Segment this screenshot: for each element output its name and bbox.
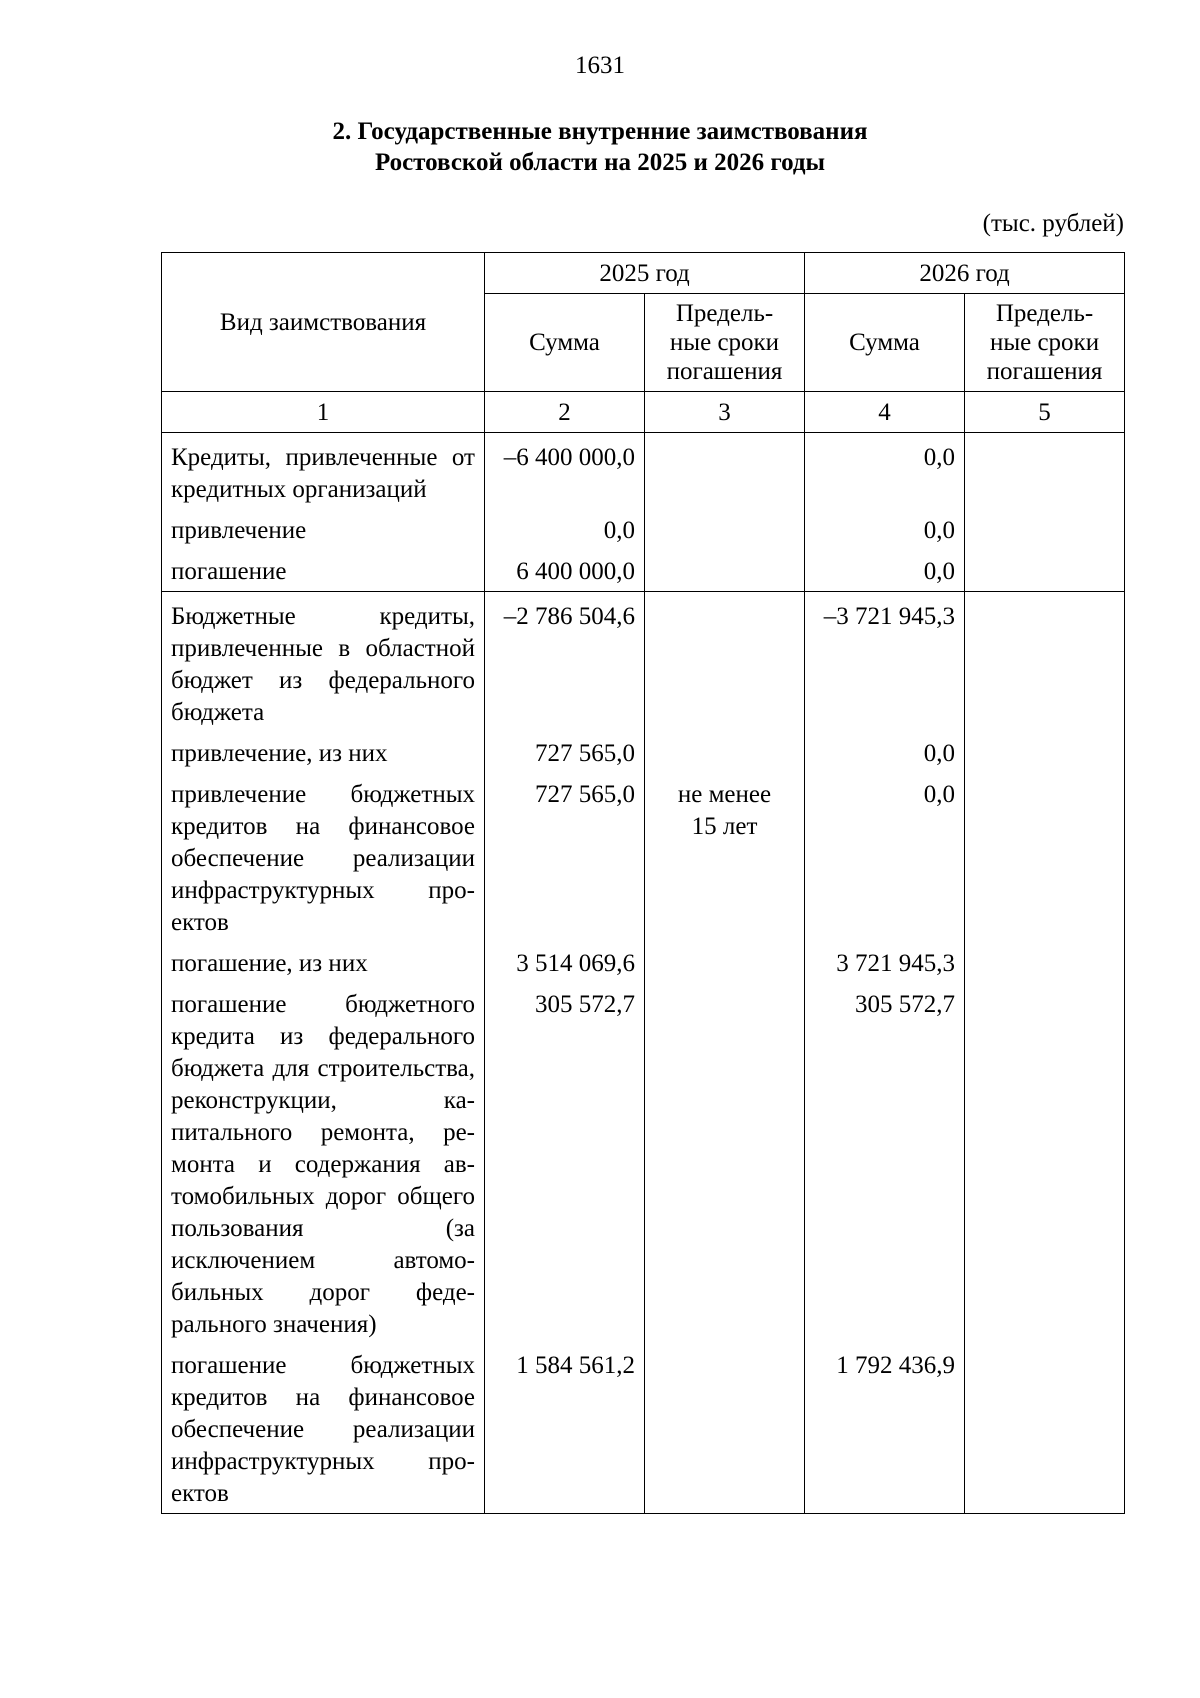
title-line-2: Ростовской области на 2025 и 2026 годы xyxy=(374,149,826,176)
header-sum-2025: Сумма xyxy=(485,294,645,392)
document-title xyxy=(0,116,1200,178)
borrowing-type: погашение бюджетных кредитов на финансовое обеспечение реализации инфраструктурных проектов xyxy=(162,1341,485,1514)
col-number: 4 xyxy=(805,392,965,433)
header-year-2026: 2026 год xyxy=(805,253,1125,294)
borrowing-type: привлечение бюджетных кредитов на финансовое обеспечение реализации инфраструктурных проектов xyxy=(162,770,485,939)
period-2025 xyxy=(645,1341,805,1514)
col-number: 3 xyxy=(645,392,805,433)
period-2026 xyxy=(965,506,1125,547)
col-number: 1 xyxy=(162,392,485,433)
table-row xyxy=(162,939,1125,980)
period-2025 xyxy=(645,939,805,980)
period-2026 xyxy=(965,939,1125,980)
period-2025 xyxy=(645,433,805,507)
sum-2026: 0,0 xyxy=(805,770,965,939)
title-line-1: 2. Государственные внутренние заимствования xyxy=(332,118,868,145)
period-2026 xyxy=(965,592,1125,730)
table-row xyxy=(162,1341,1125,1514)
period-2025 xyxy=(645,592,805,730)
borrowing-type: погашение бюджетного кредита из федерального бюджета для строительства, реконструкции, капитального ремонта, ремонта и содержания автомобильных дорог общего пользования (за исключением автомобильных дорог федерального значения) xyxy=(162,980,485,1341)
sum-2026: 3 721 945,3 xyxy=(805,939,965,980)
sum-2025: 6 400 000,0 xyxy=(485,547,645,592)
sum-2026: 0,0 xyxy=(805,433,965,507)
sum-2026: 1 792 436,9 xyxy=(805,1341,965,1514)
period-2026 xyxy=(965,770,1125,939)
sum-2026: 0,0 xyxy=(805,729,965,770)
borrowing-type: погашение, из них xyxy=(162,939,485,980)
period-2025 xyxy=(645,729,805,770)
header-sum-2026: Сумма xyxy=(805,294,965,392)
borrowing-type: привлечение, из них xyxy=(162,729,485,770)
header-year-2025: 2025 год xyxy=(485,253,805,294)
sum-2025: 305 572,7 xyxy=(485,980,645,1341)
borrowing-type: погашение xyxy=(162,547,485,592)
period-2025 xyxy=(645,506,805,547)
period-2025 xyxy=(645,980,805,1341)
col-number: 5 xyxy=(965,392,1125,433)
header-period-2026 xyxy=(965,294,1125,392)
period-2026 xyxy=(965,980,1125,1341)
period-2026 xyxy=(965,729,1125,770)
borrowing-type: Бюджетные кредиты, привлеченные в областной бюджет из федерального бюджета xyxy=(162,592,485,730)
sum-2026: 305 572,7 xyxy=(805,980,965,1341)
period-2025 xyxy=(645,547,805,592)
borrowing-type: Кредиты, привлеченные от кредитных организаций xyxy=(162,433,485,507)
sum-2026: 0,0 xyxy=(805,547,965,592)
period-2026 xyxy=(965,547,1125,592)
units-note: (тыс. рублей) xyxy=(982,210,1124,237)
period-2025-text: не менее 15 лет xyxy=(677,781,772,840)
sum-2026: 0,0 xyxy=(805,506,965,547)
period-2026 xyxy=(965,1341,1125,1514)
header-row-years xyxy=(162,253,1125,294)
header-period-2025-text: Предель- ные сроки погашения xyxy=(666,300,783,385)
header-period-2026-text: Предель- ные сроки погашения xyxy=(986,300,1103,385)
header-type: Вид заимствования xyxy=(162,253,485,392)
table-row xyxy=(162,770,1125,939)
period-2026 xyxy=(965,433,1125,507)
sum-2025: 727 565,0 xyxy=(485,770,645,939)
borrowings-table xyxy=(161,252,1125,1514)
sum-2026: –3 721 945,3 xyxy=(805,592,965,730)
col-number: 2 xyxy=(485,392,645,433)
table-row xyxy=(162,547,1125,592)
sum-2025: –6 400 000,0 xyxy=(485,433,645,507)
sum-2025: –2 786 504,6 xyxy=(485,592,645,730)
header-period-2025 xyxy=(645,294,805,392)
table-row xyxy=(162,980,1125,1341)
table-row xyxy=(162,729,1125,770)
borrowing-type: привлечение xyxy=(162,506,485,547)
table-row xyxy=(162,592,1125,730)
table-row xyxy=(162,433,1125,507)
sum-2025: 1 584 561,2 xyxy=(485,1341,645,1514)
table-row xyxy=(162,506,1125,547)
page-number: 1631 xyxy=(575,52,625,79)
period-2025 xyxy=(645,770,805,939)
sum-2025: 727 565,0 xyxy=(485,729,645,770)
header-row-column-numbers xyxy=(162,392,1125,433)
sum-2025: 3 514 069,6 xyxy=(485,939,645,980)
sum-2025: 0,0 xyxy=(485,506,645,547)
